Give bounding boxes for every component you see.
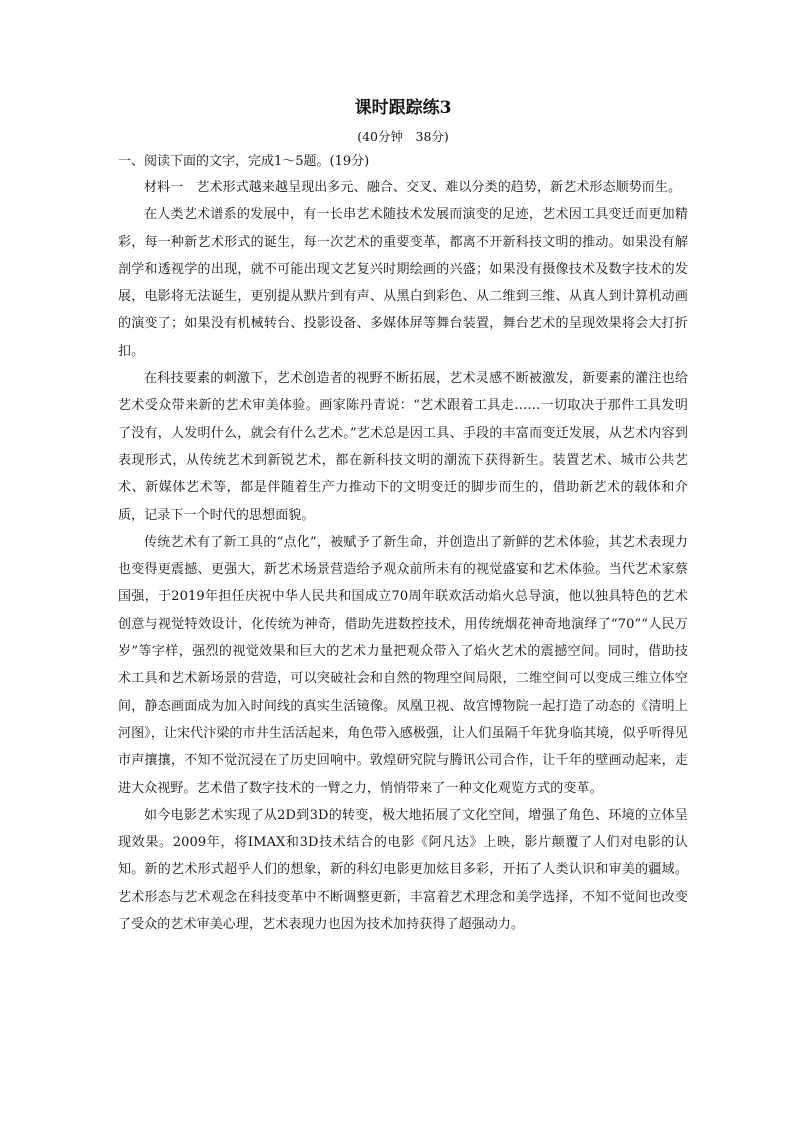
page-title: 课时跟踪练3 (354, 98, 452, 118)
paragraph-traditional-art: 传统艺术有了新工具的“点化”，被赋予了新生命，并创造出了新鲜的艺术体验，其艺术表现力也变得更震撼、更强大，新艺术场景营造给予观众前所未有的视觉盛宴和艺术体验。当代艺术家蔡国强，于2019年担任庆祝中华人民共和国成立70周年联欢活动焰火总导演，他以独具特色的艺术创意与视觉特效设计，化传统为神奇，借助先进数控技术，用传统烟花神奇地演绎了“70”“人民万岁”等字样，强烈的视觉效果和巨大的艺术力量把观众带入了焰火艺术的震撼空间。同时，借助技术工具和艺术新场景的营造，可以突破社会和自然的物理空间局限，二维空间可以变成三维立体空间，静态画面成为加入时间线的真实生活镜像。凤凰卫视、故宫博物院一起打造了动态的《清明上河图》，让宋代汴梁的市井生活活起来，角色带入感极强，让人们虽隔千年犹身临其境，似乎听得见市声攘攘，不知不觉沉浸在了历史回响中。敦煌研究院与腾讯公司合作，让千年的壁画动起来，走进大众视野。艺术借了数字技术的一臂之力，悄悄带来了一种文化观览方式的变革。 (118, 534, 688, 796)
paragraph-film-art: 如今电影艺术实现了从2D到3D的转变，极大地拓展了文化空间，增强了角色、环境的立体呈现效果。2009年，将IMAX和3D技术结合的电影《阿凡达》上映，影片颠覆了人们对电影的认知。新的艺术形式超乎人们的想象，新的科幻电影更加炫目多彩，开拓了人类认识和审美的疆域。艺术形态与艺术观念在科技变革中不断调整更新，丰富着艺术理念和美学选择，不知不觉间也改变了受众的艺术审美心理，艺术表现力也因为技术加持获得了超强动力。 (118, 807, 688, 933)
paragraph-art-history: 在人类艺术谱系的发展中，有一长串艺术随技术发展而演变的足迹，艺术因工具变迁而更加精彩，每一种新艺术形式的诞生，每一次艺术的重要变革，都离不开新科技文明的推动。如果没有解剖学和透视学的出现，就不可能出现文艺复兴时期绘画的兴盛；如果没有摄像技术及数字技术的发展，电影将无法诞生，更别提从默片到有声、从黑白到彩色、从二维到三维、从真人到计算机动画的演变了；如果没有机械转台、投影设备、多媒体屏等舞台装置，舞台艺术的呈现效果将会大打折扣。 (118, 207, 688, 359)
section-heading: 一、阅读下面的文字，完成1～5题。(19分) (118, 154, 370, 169)
page-subtitle: (40分钟 38分) (357, 129, 449, 144)
document-page (118, 96, 688, 938)
paragraph-material-intro: 材料一 艺术形式越来越呈现出多元、融合、交叉、难以分类的趋势，新艺术形态顺势而生。 (144, 180, 682, 195)
paragraph-tech-stimulus: 在科技要素的刺激下，艺术创造者的视野不断拓展，艺术灵感不断被激发，新要素的灌注也给艺术受众带来新的艺术审美体验。画家陈丹青说：“艺术跟着工具走……一切取决于那件工具发明了没有，人发明什么，就会有什么艺术。”艺术总是因工具、手段的丰富而变迁发展，从艺术内容到表现形式，从传统艺术到新锐艺术，都在新科技文明的潮流下获得新生。装置艺术、城市公共艺术、新媒体艺术等，都是伴随着生产力推动下的文明变迁的脚步而生的，借助新艺术的载体和介质，记录下一个时代的思想面貌。 (118, 371, 688, 523)
